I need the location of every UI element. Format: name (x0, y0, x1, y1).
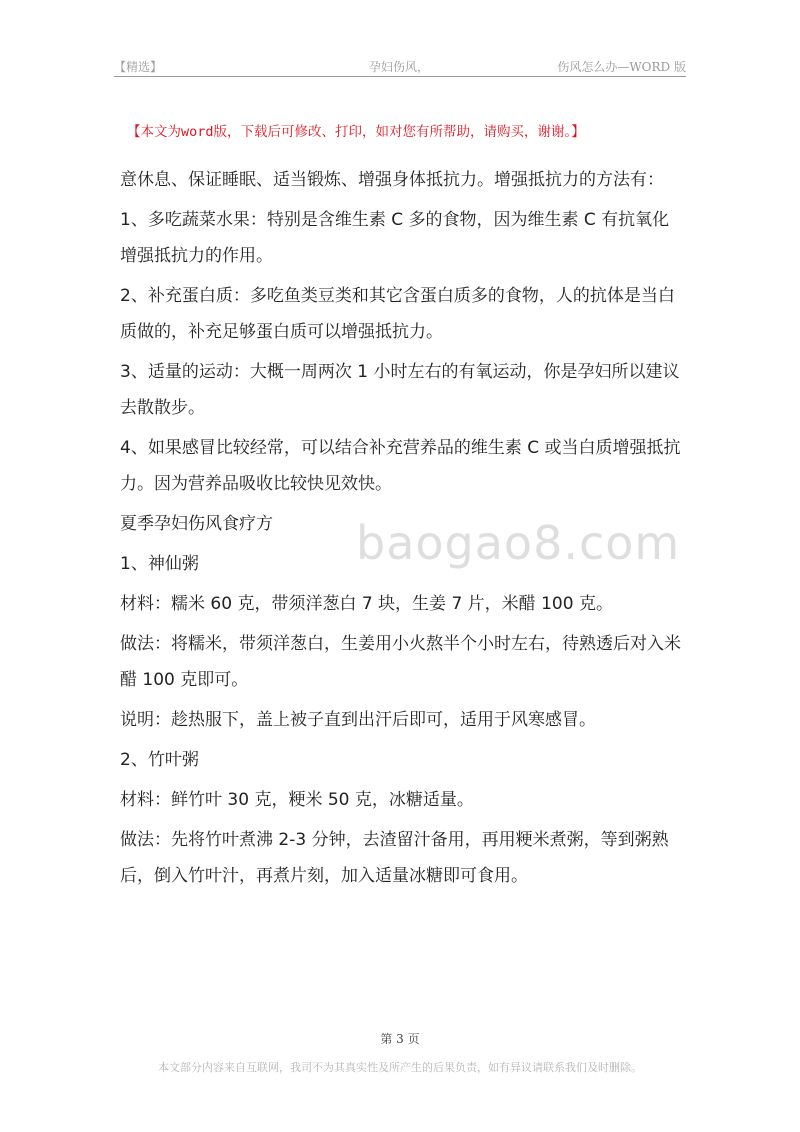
footer-disclaimer: 本文部分内容来自互联网，我司不为其真实性及所产生的后果负责，如有异议请联系我们及时删除。 (158, 1061, 642, 1074)
paragraph: 意休息、保证睡眠、适当锻炼、增强身体抵抗力。增强抵抗力的方法有： (120, 170, 664, 190)
watermark: baogao8.com (356, 516, 681, 570)
paragraph: 材料：鲜竹叶 30 克，粳米 50 克，冰糖适量。 (120, 790, 474, 810)
section-heading: 夏季孕妇伤风食疗方 (120, 514, 273, 534)
header-right-label: 伤风怎么办—WORD 版 (557, 60, 686, 74)
paragraph: 材料：糯米 60 克，带须洋葱白 7 块，生姜 7 片，米醋 100 克。 (120, 594, 613, 614)
recipe-title: 1、神仙粥 (120, 554, 199, 574)
page-header (114, 56, 686, 76)
header-left-label: 【精选】 (114, 60, 163, 74)
paragraph: 做法：先将竹叶煮沸 2-3 分钟，去渣留汁备用，再用粳米煮粥，等到粥熟后，倒入竹叶汁，再煮片刻，加入适量冰糖即可食用。 (120, 830, 669, 886)
download-notice: 【本文为word版，下载后可修改、打印，如对您有所帮助，请购买，谢谢。】 (127, 124, 585, 140)
paragraph: 3、适量的运动：大概一周两次 1 小时左右的有氧运动，你是孕妇所以建议去散散步。 (120, 362, 680, 418)
paragraph: 做法：将糯米，带须洋葱白，生姜用小火熬半个小时左右，待熟透后对入米醋 100 克即可。 (120, 634, 681, 690)
paragraph: 1、多吃蔬菜水果：特别是含维生素 C 多的食物，因为维生素 C 有抗氧化增强抵抗力的作用。 (120, 210, 670, 266)
paragraph: 4、如果感冒比较经常，可以结合补充营养品的维生素 C 或当白质增强抵抗力。因为营养品吸收比较快见效快。 (120, 438, 681, 494)
recipe-title: 2、竹叶粥 (120, 750, 199, 770)
header-middle-label: 孕妇伤风， (369, 60, 430, 74)
header-divider (114, 76, 686, 77)
paragraph: 说明：趁热服下，盖上被子直到出汗后即可，适用于风寒感冒。 (120, 710, 596, 730)
paragraph: 2、补充蛋白质：多吃鱼类豆类和其它含蛋白质多的食物，人的抗体是当白质做的，补充足够蛋白质可以增强抵抗力。 (120, 286, 675, 342)
page-number: 第 3 页 (380, 1032, 420, 1046)
